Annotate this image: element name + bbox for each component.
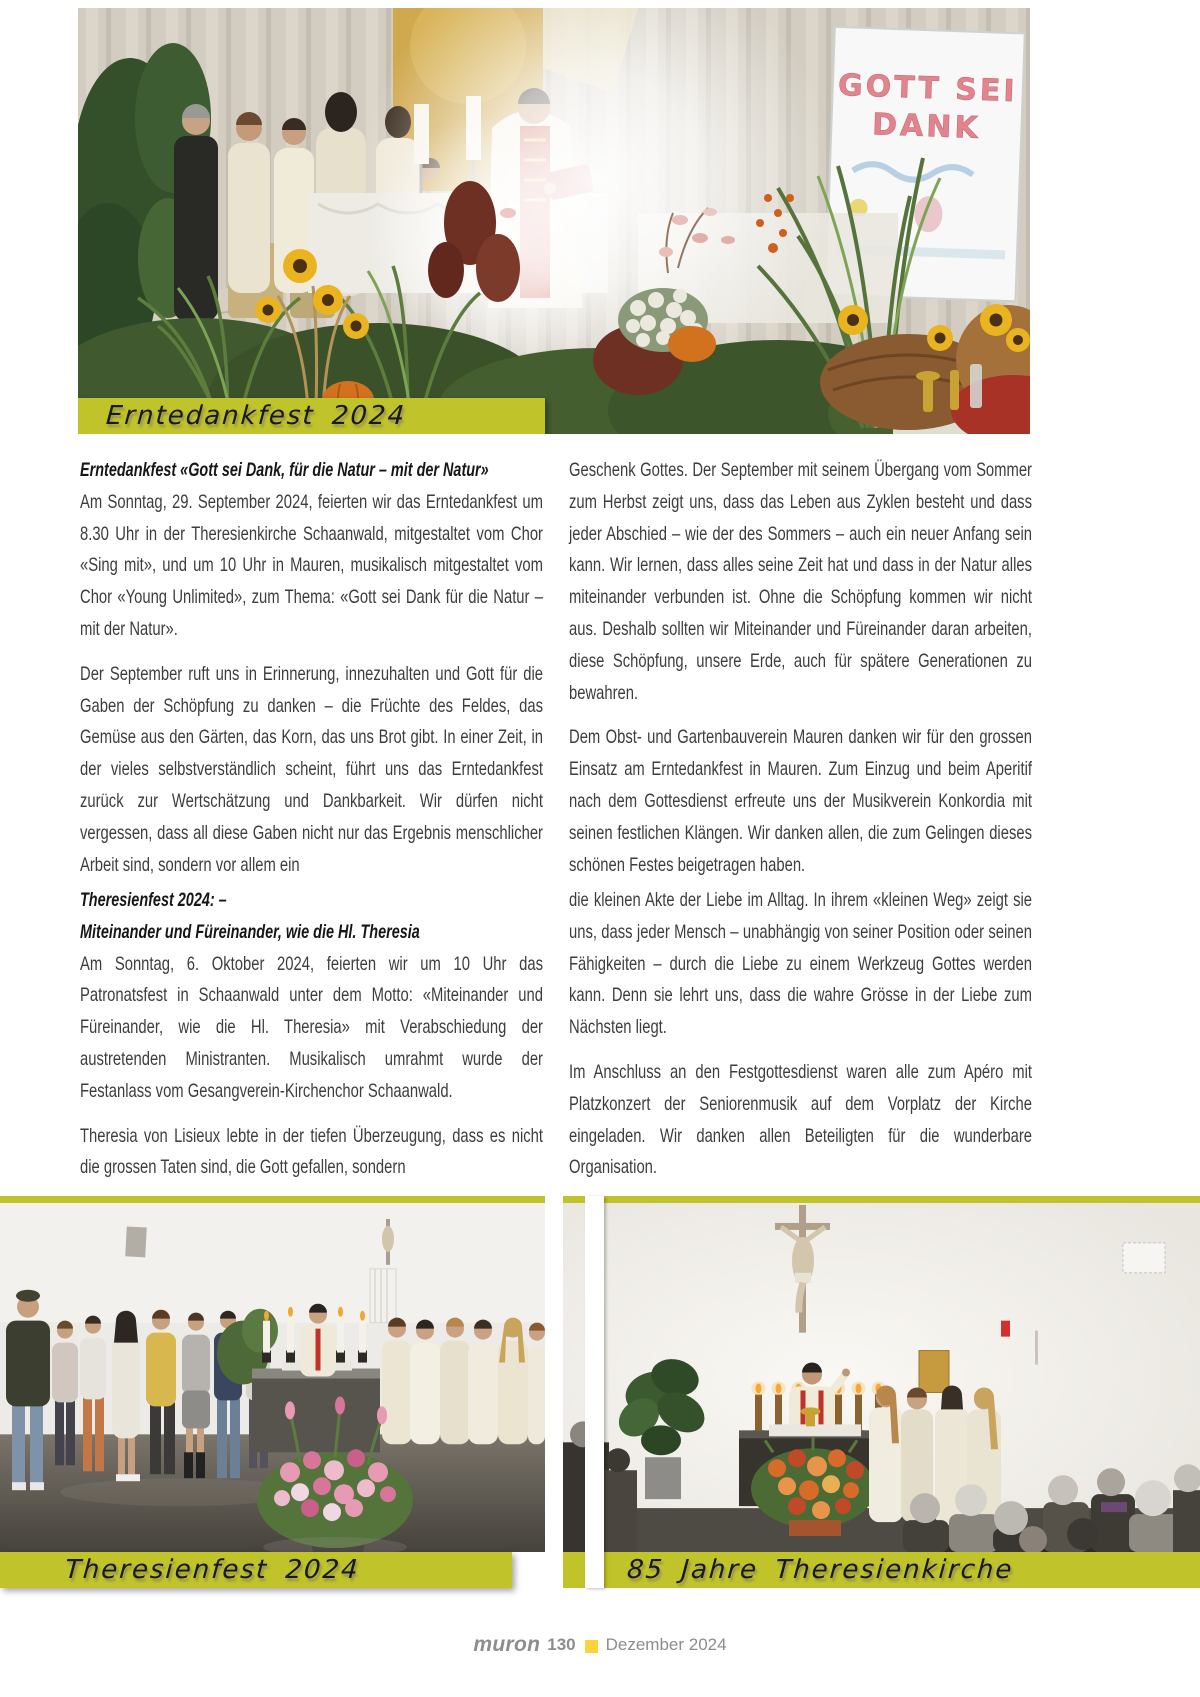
article2-heading-line1: Theresienfest 2024: – (80, 890, 227, 911)
yellow-square-icon (585, 1640, 598, 1653)
theresienfest-illustration (0, 1203, 545, 1552)
photo-erntedankfest (78, 8, 1030, 434)
paragraph: Am Sonntag, 6. Oktober 2024, feierten wir um 10 Uhr das Patronatsfest in Schaanwald unter dem Motto: «Miteinander und Füreinander, wie die Hl. Theresia» mit Verabschiedung der austretenden Ministranten. Musikalisch umrahmt wurde der Festanlass vom Gesangverein-Kirchenchor Schaanwald. (80, 952, 543, 1102)
article2-column-right (569, 885, 1032, 1184)
paragraph: Am Sonntag, 29. September 2024, feierten wir das Erntedankfest um 8.30 Uhr in der Theresienkirche Schaanwald, mitgestaltet vom Chor «Sing mit», und um 10 Uhr in Mauren, musikalisch mitgestaltet vom Chor «Young Unlimited», zum Thema: «Gott sei Dank für die Natur – mit der Natur». (80, 490, 543, 640)
paragraph: die kleinen Akte der Liebe im Alltag. In ihrem «kleinen Weg» zeigt sie uns, dass jeder Mensch – unabhängig von seiner Position oder seinen Fähigkeiten – durch die Liebe zu einem Werkzeug Gottes werden kann. Denn sie lehrt uns, dass die wahre Grösse in der Liebe zum Nächsten liegt. (569, 889, 1032, 1039)
wall-picture (125, 1226, 147, 1257)
fire-alarm (1001, 1321, 1010, 1337)
paragraph: Theresia von Lisieux lebte in der tiefen Überzeugung, dass es nicht die grossen Taten sind, die Gott gefallen, sondern (80, 1124, 543, 1179)
photo-theresienkirche (563, 1196, 1200, 1588)
magazine-name: muron (473, 1633, 541, 1656)
issue-date: Dezember 2024 (605, 1635, 727, 1654)
article2-heading (80, 885, 543, 949)
wall-frame (1123, 1243, 1165, 1273)
caption-theresienfest: Theresienfest 2024 (63, 1555, 361, 1585)
article-theresienfest (80, 885, 1032, 1184)
radiator (370, 1269, 396, 1323)
caption-band-theresienfest (0, 1552, 512, 1588)
article1-heading: Erntedankfest «Gott sei Dank, für die Natur – mit der Natur» (80, 460, 489, 481)
issue-number: 130 (547, 1635, 576, 1654)
paragraph: Dem Obst- und Gartenbauverein Mauren danken wir für den grossen Einsatz am Erntedankfest in Mauren. Zum Einzug und beim Aperitif nach dem Gottesdienst erfreute uns der Musikverein Konkordia mit seinen festlichen Klängen. Wir danken allen, die zum Gelingen dieses schönen Festes beigetragen haben. (569, 726, 1032, 876)
caption-erntedankfest: Erntedankfest 2024 (104, 401, 408, 431)
article2-column-left (80, 885, 543, 1184)
white-divider (585, 1196, 604, 1588)
accent-bar (0, 1196, 545, 1203)
paragraph: Im Anschluss an den Festgottesdienst waren alle zum Apéro mit Platzkonzert der Seniorenmusik auf dem Vorplatz der Kirche eingeladen. Wir danken allen Beteiligten für die wunderbare Organisation. (569, 1060, 1032, 1179)
caption-theresienkirche: 85 Jahre Theresienkirche (625, 1555, 1015, 1585)
caption-band-erntedankfest (78, 398, 545, 434)
page-footer (0, 1633, 1200, 1657)
erntedankfest-illustration (78, 8, 1030, 434)
article1-column-left (80, 455, 543, 881)
caption-band-theresienkirche (563, 1552, 1200, 1588)
article1-column-right (569, 455, 1032, 881)
sign-text-line1: GOTT SEI (837, 67, 1019, 110)
paragraph: Geschenk Gottes. Der September mit seinem Übergang vom Sommer zum Herbst zeigt uns, dass das Leben aus Zyklen besteht und dass jeder Abschied – wie der des Sommers – auch ein neuer Anfang sein kann. Wir lernen, dass alles seine Zeit hat und dass in der Natur alles miteinander verbunden ist. Ohne die Schöpfung kommen wir nicht aus. Deshalb sollten wir Miteinander und Füreinander daran arbeiten, diese Schöpfung, unsere Erde, auch für spätere Generationen zu bewahren. (569, 459, 1032, 704)
accent-bar (563, 1196, 1200, 1203)
sign-text-line2: DANK (871, 107, 982, 146)
theresienkirche-illustration (563, 1203, 1200, 1552)
article2-heading-line2: Miteinander und Füreinander, wie die Hl. Theresia (80, 921, 420, 943)
article-erntedankfest (80, 455, 1032, 881)
wall-icon (919, 1351, 949, 1393)
paragraph: Der September ruft uns in Erinnerung, innezuhalten und Gott für die Gaben der Schöpfung zu danken – die Früchte des Feldes, das Gemüse aus den Gärten, das Korn, das uns Brot gibt. In einer Zeit, in der vieles selbstverständlich scheint, führt uns das Erntedankfest zurück zur Wertschätzung und Dankbarkeit. Wir dürfen nicht vergessen, dass all diese Gaben nicht nur das Ergebnis menschlicher Arbeit sind, sondern vor allem ein (80, 662, 543, 876)
photo-theresienfest (0, 1196, 545, 1588)
